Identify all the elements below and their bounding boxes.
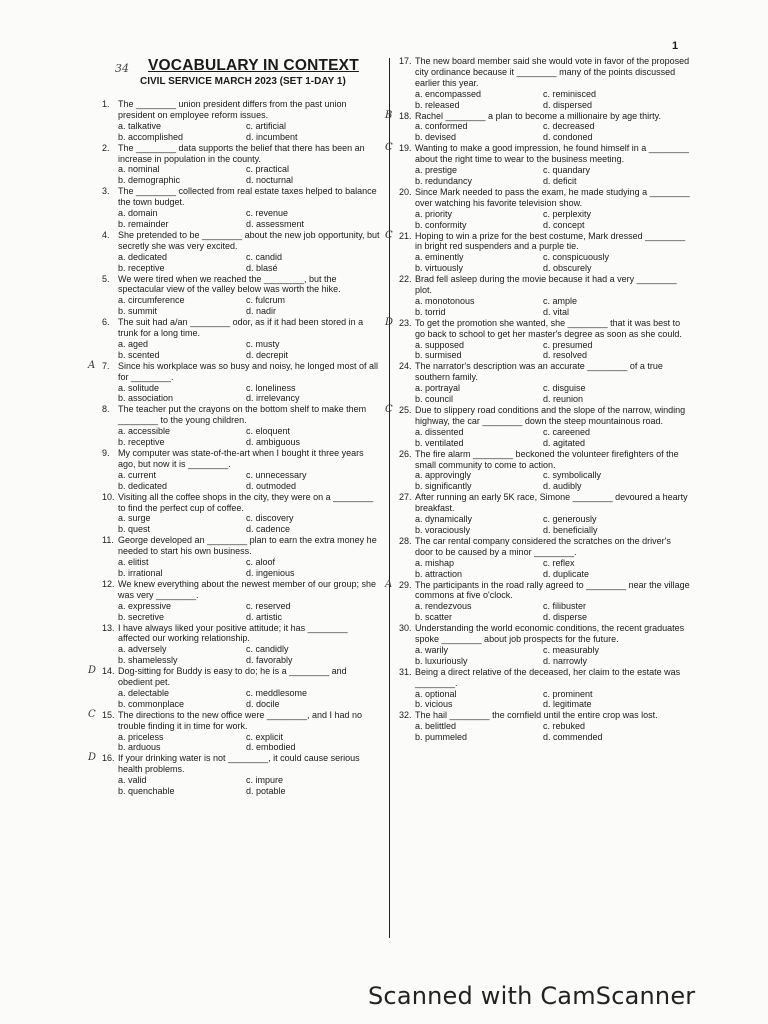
question-number: 1. <box>102 99 110 109</box>
option-a: a. aged <box>118 338 149 349</box>
option-a: a. optional <box>415 688 457 699</box>
option-b: b. released <box>415 99 460 110</box>
question-item <box>399 492 691 536</box>
option-a: a. accessible <box>118 426 171 437</box>
option-c: c. meddlesome <box>246 687 308 698</box>
option-b: b. significantly <box>415 481 472 492</box>
question-text: Understanding the world economic conditions, the recent graduates spoke ________ about job prospects for the future. <box>415 623 685 645</box>
option-d: d. legitimate <box>543 699 592 710</box>
question-text: The participants in the road rally agreed to ________ near the village commons at five o'clock. <box>415 579 690 601</box>
option-b: b. association <box>118 393 174 404</box>
option-c: c. aloof <box>246 557 276 568</box>
option-d: d. favorably <box>246 655 293 666</box>
option-a: a. rendezvous <box>415 601 472 612</box>
handwritten-mark: D <box>88 752 97 764</box>
question-text: Hoping to win a prize for the best costume, Mark dressed ________ in bright red suspenders and a purple tie. <box>415 230 686 252</box>
option-d: d. irrelevancy <box>246 393 300 404</box>
question-text: To get the promotion she wanted, she ________ that it was best to go back to school to get her master's degree as soon as she could. <box>415 317 682 339</box>
option-d: d. docile <box>246 698 280 709</box>
option-b: b. summit <box>118 306 158 317</box>
page-subtitle: CIVIL SERVICE MARCH 2023 (SET 1-DAY 1) <box>140 76 346 87</box>
handwritten-mark: C <box>385 229 393 241</box>
option-c: c. symbolically <box>543 470 602 481</box>
question-number: 4. <box>102 229 110 240</box>
option-a: a. conformed <box>415 121 468 132</box>
option-d: d. nadir <box>246 306 277 317</box>
option-a: a. eminently <box>415 252 464 263</box>
question-number: 9. <box>102 448 110 458</box>
question-number: 16. <box>102 753 115 764</box>
question-item <box>385 316 691 362</box>
option-c: c. generously <box>543 514 597 525</box>
question-item <box>385 109 691 144</box>
option-c: c. conspicuously <box>543 252 610 263</box>
option-b: b. vicious <box>415 699 453 710</box>
question-number: 6. <box>102 317 110 328</box>
option-c: c. candidly <box>246 644 289 655</box>
question-text: Brad fell asleep during the movie because it had a very ________ plot. <box>415 274 677 296</box>
option-d: d. reunion <box>543 394 584 405</box>
option-c: c. explicit <box>246 731 284 742</box>
option-a: a. domain <box>118 208 158 219</box>
question-text: After running an early 5K race, Simone ________ devoured a hearty breakfast. <box>415 492 688 514</box>
question-text: The teacher put the crayons on the bottom shelf to make them ________ to the young children. <box>118 404 367 426</box>
option-b: b. luxuriously <box>415 655 468 666</box>
handwritten-mark: C <box>385 404 393 415</box>
question-text: The suit had a/an ________ odor, as if it had been stored in a trunk for a long time. <box>118 317 364 339</box>
option-b: b. secretive <box>118 611 165 622</box>
option-b: b. surmised <box>415 350 462 361</box>
option-a: a. warily <box>415 644 449 655</box>
question-text: Visiting all the coffee shops in the city, they were on a ________ to find the perfect cup of coffee. <box>118 491 374 513</box>
question-item <box>102 317 380 361</box>
question-item <box>385 578 691 624</box>
question-item <box>399 361 691 405</box>
option-b: b. scented <box>118 349 160 360</box>
option-a: a. encompassed <box>415 88 482 99</box>
option-a: a. valid <box>118 775 147 786</box>
option-b: b. commonplace <box>118 698 185 709</box>
question-number: 5. <box>102 273 110 284</box>
option-a: a. portrayal <box>415 383 461 394</box>
option-d: d. obscurely <box>543 263 592 274</box>
option-a: a. circumference <box>118 295 185 306</box>
option-a: a. nominal <box>118 164 160 175</box>
question-number: 3. <box>102 186 110 197</box>
option-d: d. outmoded <box>246 480 297 491</box>
option-d: d. concept <box>543 219 585 230</box>
option-a: a. solitude <box>118 382 160 393</box>
option-b: b. pummeled <box>415 732 468 743</box>
question-number: 12. <box>102 578 115 589</box>
handwritten-mark: B <box>385 109 393 121</box>
option-a: a. dynamically <box>415 514 473 525</box>
question-number: 2. <box>102 142 110 153</box>
option-d: d. assessment <box>246 218 305 229</box>
question-text: The fire alarm ________ beckoned the volunteer firefighters of the small community to come to action. <box>415 448 679 470</box>
option-a: a. supposed <box>415 339 465 350</box>
question-number: 10. <box>102 491 115 502</box>
question-text: Dog-sitting for Buddy is easy to do; he is a ________ and obedient pet. <box>118 666 347 688</box>
option-b: b. demographic <box>118 175 181 186</box>
question-number: 14. <box>102 666 115 677</box>
question-item <box>399 667 691 711</box>
option-c: c. reflex <box>543 557 575 568</box>
question-number: 20. <box>399 186 412 197</box>
page-title: VOCABULARY IN CONTEXT <box>148 57 359 74</box>
option-a: a. dedicated <box>118 251 168 262</box>
question-number: 21. <box>399 230 412 241</box>
handwritten-mark: A <box>385 578 393 590</box>
option-d: d. ingenious <box>246 567 295 578</box>
question-text: The hail ________ the cornfield until the entire crop was lost. <box>415 710 658 721</box>
corner-note: 34 <box>115 62 129 75</box>
question-text: George developed an ________ plan to earn the extra money he needed to start his own business. <box>118 535 377 557</box>
option-c: c. careened <box>543 426 591 437</box>
question-text: The directions to the new office were ________, and I had no trouble finding it in time for work. <box>118 709 363 731</box>
question-text: She pretended to be ________ about the new job opportunity, but secretly she was very excited. <box>118 229 380 251</box>
question-item <box>399 710 691 743</box>
question-item <box>102 99 380 143</box>
option-d: d. vital <box>543 306 570 317</box>
option-a: a. expressive <box>118 600 172 611</box>
option-d: d. disperse <box>543 612 588 623</box>
question-text: The car rental company considered the scratches on the driver's door to be caused by a minor ________. <box>415 535 671 557</box>
option-a: a. dissented <box>415 426 464 437</box>
question-item <box>102 186 380 230</box>
column-divider <box>389 58 390 938</box>
question-text: Rachel ________ a plan to become a millionaire by age thirty. <box>415 110 661 121</box>
option-c: c. quandary <box>543 165 591 176</box>
option-d: d. blasé <box>246 262 278 273</box>
option-a: a. mishap <box>415 557 455 568</box>
question-item <box>88 665 380 710</box>
option-d: d. decrepit <box>246 349 289 360</box>
option-b: b. quenchable <box>118 786 175 797</box>
question-number: 29. <box>399 579 412 590</box>
option-c: c. practical <box>246 164 290 175</box>
option-c: c. loneliness <box>246 382 296 393</box>
option-d: d. potable <box>246 786 286 797</box>
question-number: 22. <box>399 274 412 285</box>
question-item <box>102 623 380 667</box>
option-d: d. condoned <box>543 132 593 143</box>
question-item <box>399 56 691 111</box>
question-item <box>399 187 691 231</box>
option-d: d. cadence <box>246 524 291 535</box>
option-d: d. dispersed <box>543 99 593 110</box>
question-text: Since Mark needed to pass the exam, he made studying a ________ over watching his favorite television show. <box>415 186 690 208</box>
question-number: 15. <box>102 709 115 720</box>
option-c: c. rebuked <box>543 721 586 732</box>
question-number: 32. <box>399 710 412 721</box>
question-text: I have always liked your positive attitude; it has ________ affected our working relationship. <box>118 622 348 644</box>
option-b: b. arduous <box>118 742 161 753</box>
question-number: 19. <box>399 143 412 154</box>
question-number: 25. <box>399 405 412 415</box>
option-c: c. perplexity <box>543 208 592 219</box>
option-c: c. prominent <box>543 688 593 699</box>
question-text: If your drinking water is not ________, it could cause serious health problems. <box>118 753 360 775</box>
question-number: 28. <box>399 535 412 546</box>
option-c: c. ample <box>543 295 578 306</box>
question-item <box>102 274 380 318</box>
option-b: b. accomplished <box>118 131 184 142</box>
option-c: c. candid <box>246 251 283 262</box>
option-d: d. artistic <box>246 611 283 622</box>
question-text: Wanting to make a good impression, he found himself in a ________ about the right time to wear to the business meeting. <box>415 143 689 165</box>
option-d: d. narrowly <box>543 655 588 666</box>
question-item <box>102 404 380 448</box>
question-item <box>399 449 691 493</box>
question-number: 23. <box>399 317 412 328</box>
question-number: 11. <box>102 535 114 546</box>
question-number: 17. <box>399 56 412 66</box>
option-d: d. audibly <box>543 481 582 492</box>
option-b: b. voraciously <box>415 524 471 535</box>
option-a: a. prestige <box>415 165 458 176</box>
option-a: a. priceless <box>118 731 164 742</box>
question-item <box>88 359 380 405</box>
option-c: c. revenue <box>246 208 289 219</box>
question-item <box>88 752 380 797</box>
question-item <box>102 143 380 187</box>
question-text: The new board member said she would vote in favor of the proposed city ordinance because it ________ many of the points discussed earlier this year. <box>415 56 690 88</box>
question-item <box>385 229 691 275</box>
question-number: 7. <box>102 360 110 371</box>
option-b: b. virtuously <box>415 263 464 274</box>
question-number: 18. <box>399 110 412 121</box>
option-b: b. dedicated <box>118 480 168 491</box>
question-text: My computer was state-of-the-art when I bought it three years ago, but now it is ________. <box>118 448 364 469</box>
option-c: c. decreased <box>543 121 595 132</box>
option-a: a. current <box>118 469 157 480</box>
question-text: The narrator's description was an accurate ________ of a true southern family. <box>415 361 663 383</box>
option-a: a. talkative <box>118 120 162 131</box>
question-item <box>102 579 380 623</box>
question-number: 24. <box>399 361 412 372</box>
option-c: c. reserved <box>246 600 291 611</box>
option-d: d. ambiguous <box>246 437 301 448</box>
option-d: d. nocturnal <box>246 175 294 186</box>
option-b: b. attraction <box>415 568 463 579</box>
option-b: b. torrid <box>415 306 446 317</box>
option-d: d. resolved <box>543 350 588 361</box>
option-c: c. impure <box>246 775 284 786</box>
handwritten-mark: D <box>88 665 97 677</box>
option-b: b. remainder <box>118 218 169 229</box>
question-text: Since his workplace was so busy and noisy, he longed most of all for ________. <box>118 360 378 382</box>
question-item <box>102 535 380 579</box>
option-c: c. discovery <box>246 513 294 524</box>
question-item <box>385 142 691 187</box>
question-number: 31. <box>399 666 412 677</box>
option-a: a. approvingly <box>415 470 472 481</box>
option-c: c. reminisced <box>543 88 597 99</box>
option-b: b. council <box>415 394 454 405</box>
option-a: a. elitist <box>118 557 149 568</box>
option-d: d. deficit <box>543 175 577 186</box>
question-number: 26. <box>399 448 412 459</box>
option-b: b. ventilated <box>415 437 464 448</box>
option-d: d. duplicate <box>543 568 590 579</box>
option-d: d. incumbent <box>246 131 298 142</box>
option-a: a. delectable <box>118 687 170 698</box>
handwritten-mark: D <box>385 316 394 328</box>
option-c: c. artificial <box>246 120 287 131</box>
option-c: c. unnecessary <box>246 469 307 480</box>
option-c: c. musty <box>246 338 280 349</box>
question-text: The ________ union president differs from the past union president on employee reform issues. <box>118 99 347 120</box>
question-item <box>399 623 691 667</box>
option-b: b. redundancy <box>415 175 473 186</box>
question-item <box>88 708 380 754</box>
option-c: c. measurably <box>543 644 600 655</box>
question-number: 8. <box>102 404 110 415</box>
option-b: b. quest <box>118 524 151 535</box>
option-b: b. shamelessly <box>118 655 178 666</box>
option-b: b. receptive <box>118 437 165 448</box>
option-a: a. priority <box>415 208 453 219</box>
option-d: d. commended <box>543 732 603 743</box>
question-item <box>385 404 691 449</box>
option-d: d. agitated <box>543 437 586 448</box>
handwritten-mark: A <box>88 359 96 371</box>
option-b: b. receptive <box>118 262 165 273</box>
left-column <box>88 99 380 797</box>
right-column <box>385 56 691 743</box>
option-b: b. devised <box>415 132 457 143</box>
page-number: 1 <box>672 40 679 52</box>
option-b: b. conformity <box>415 219 467 230</box>
handwritten-mark: C <box>385 142 393 154</box>
option-b: b. irrational <box>118 567 163 578</box>
question-number: 27. <box>399 492 412 503</box>
option-c: c. disguise <box>543 383 586 394</box>
option-c: c. presumed <box>543 339 593 350</box>
option-d: d. embodied <box>246 742 296 753</box>
question-number: 13. <box>102 622 115 633</box>
option-b: b. scatter <box>415 612 453 623</box>
question-text: The ________ data supports the belief that there has been an increase in population in the county. <box>118 142 365 164</box>
question-item <box>102 230 380 274</box>
option-d: d. beneficially <box>543 524 598 535</box>
question-text: The ________ collected from real estate taxes helped to balance the town budget. <box>118 186 377 208</box>
question-text: Due to slippery road conditions and the slope of the narrow, winding highway, the car ________ down the steep mountainous road. <box>415 405 686 426</box>
question-number: 30. <box>399 623 412 634</box>
question-text: We were tired when we reached the ________, but the spectacular view of the valley below was worth the hike. <box>118 273 341 295</box>
option-c: c. eloquent <box>246 426 291 437</box>
option-c: c. fulcrum <box>246 295 286 306</box>
handwritten-mark: C <box>88 708 96 720</box>
question-item <box>399 536 691 580</box>
option-a: a. monotonous <box>415 295 475 306</box>
question-item <box>102 448 380 492</box>
question-text: We knew everything about the newest member of our group; she was very ________. <box>118 578 376 600</box>
option-a: a. surge <box>118 513 151 524</box>
option-a: a. adversely <box>118 644 167 655</box>
option-c: c. filibuster <box>543 601 587 612</box>
scanner-footer: Scanned with CamScanner <box>368 982 696 1010</box>
question-item <box>399 274 691 318</box>
question-item <box>102 492 380 536</box>
option-a: a. belittled <box>415 721 457 732</box>
question-text: Being a direct relative of the deceased, her claim to the estate was ________. <box>415 666 681 688</box>
